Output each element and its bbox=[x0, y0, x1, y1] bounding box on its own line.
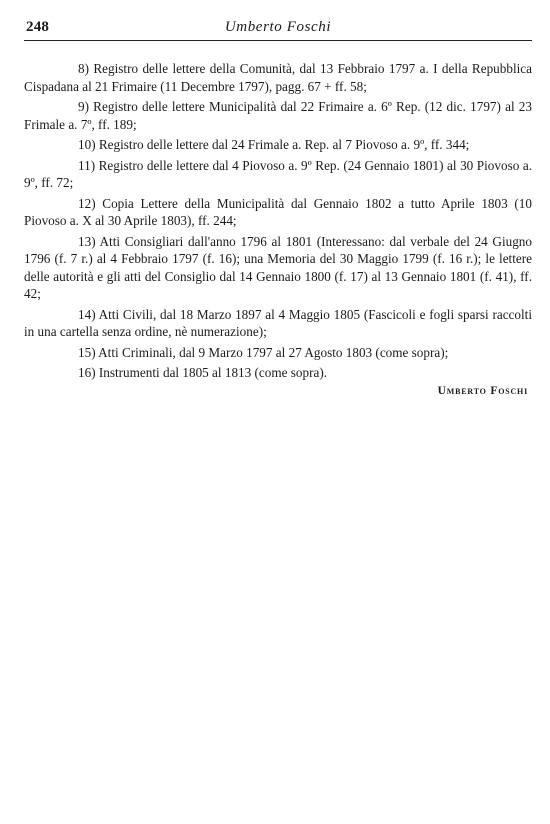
archive-list bbox=[24, 60, 532, 382]
list-item: 9) Registro delle lettere Municipalità dal 22 Frimaire a. 6º Rep. (12 dic. 1797) al 23 Frimale a. 7º, ff. 189; bbox=[24, 99, 532, 132]
list-item: 11) Registro delle lettere dal 4 Piovoso a. 9º Rep. (24 Gennaio 1801) al 30 Piovoso a. 9º, ff. 72; bbox=[24, 157, 532, 190]
list-item: 8) Registro delle lettere della Comunità, dal 13 Febbraio 1797 a. I della Repubblica Cispadana al 21 Frimaire (11 Decembre 1797), pagg. 67 + ff. 58; bbox=[24, 61, 532, 94]
list-item: 14) Atti Civili, dal 18 Marzo 1897 al 4 Maggio 1805 (Fascicoli e fogli sparsi raccolti in una cartella senza ordine, nè numerazione); bbox=[24, 306, 532, 339]
list-item: 16) Instrumenti dal 1805 al 1813 (come sopra). bbox=[78, 365, 328, 380]
author-signature: Umberto Foschi bbox=[437, 384, 528, 397]
list-item: 12) Copia Lettere della Municipalità dal Gennaio 1802 a tutto Aprile 1803 (10 Piovoso a. X al 30 Aprile 1803), ff. 244; bbox=[24, 195, 532, 228]
page-number: 248 bbox=[26, 19, 50, 35]
list-item: 10) Registro delle lettere dal 24 Frimale a. Rep. al 7 Piovoso a. 9º, ff. 344; bbox=[78, 137, 470, 152]
list-item: 15) Atti Criminali, dal 9 Marzo 1797 al 27 Agosto 1803 (come sopra); bbox=[78, 344, 449, 360]
book-page bbox=[24, 14, 532, 397]
running-head: Umberto Foschi bbox=[224, 19, 332, 35]
list-item: 13) Atti Consigliari dall'anno 1796 al 1801 (Interessano: dal verbale del 24 Giugno 1796 (f. 7 r.) al 4 Febbraio 1797 (f. 16); una Memoria del 30 Maggio 1799 (f. 16 r.); le lettere delle autorità e gli atti del Consiglio dal 14 Gennaio 1800 (f. 17) al 13 Gennaio 1801 (f. 41), ff. 42; bbox=[24, 233, 532, 301]
page-header bbox=[24, 14, 532, 41]
